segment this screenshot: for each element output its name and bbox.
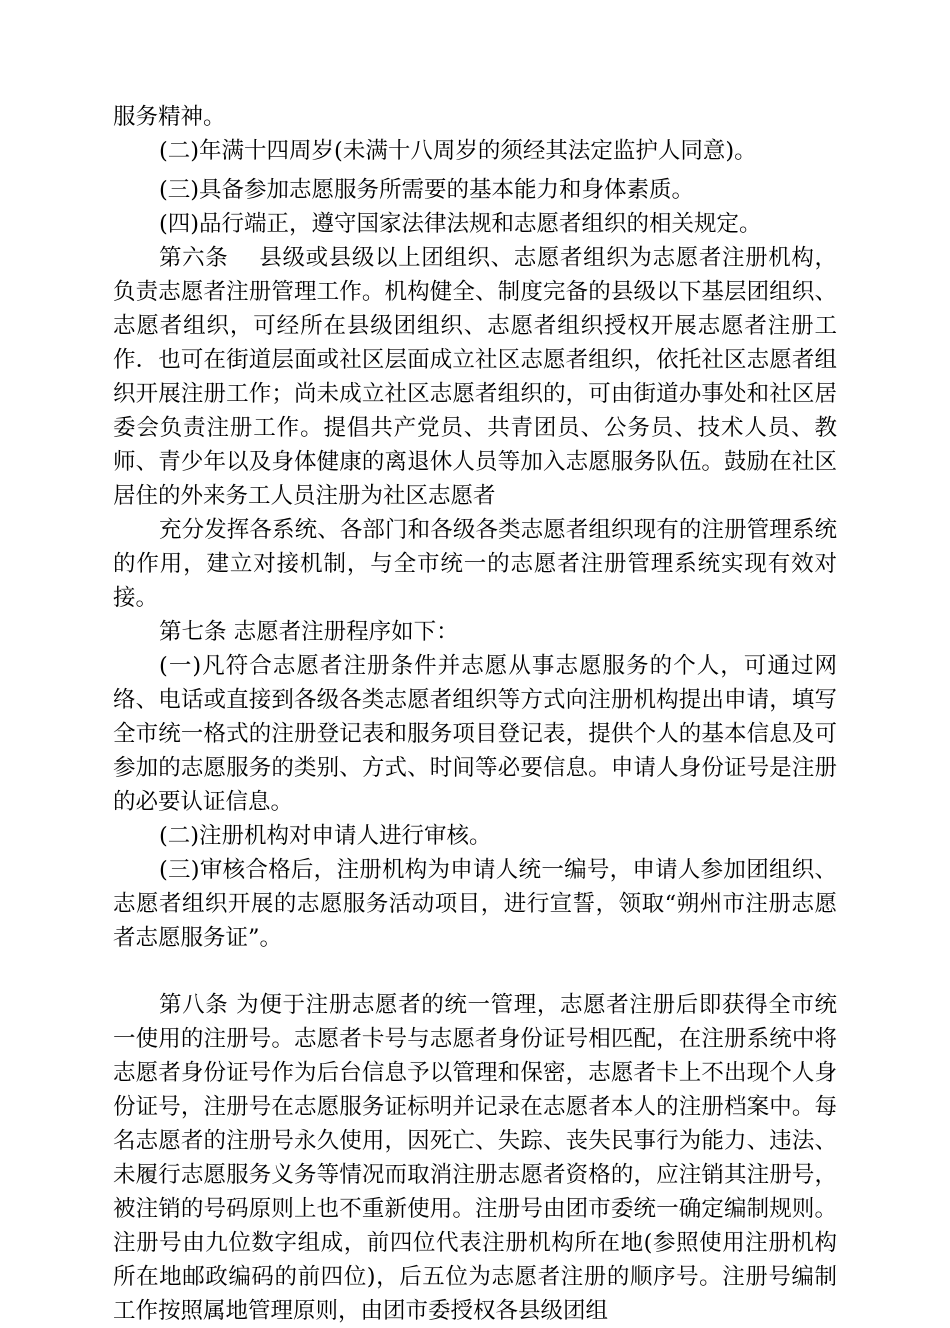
paragraph-article-8: 第八条 为便于注册志愿者的统一管理，志愿者注册后即获得全市统一使用的注册号。志愿者卡号与志愿者身份证号相匹配，在注册系统中将志愿者身份证号作为后台信息予以管理和保密，志愿者卡上不出现个人身份证号，注册号在志愿服务证标明并记录在志愿者本人的注册档案中。每名志愿者的注册号永久使用，因死亡、失踪、丧失民事行为能力、违法、未履行志愿服务义务等情况而取消注册志愿者资格的，应注销其注册号，被注销的号码原则上也不重新使用。注册号由团市委统一确定编制规则。注册号由九位数字组成，前四位代表注册机构所在地(参照使用注册机构所在地邮政编码的前四位)，后五位为志愿者注册的顺序号。注册号编制工作按照属地管理原则，由团市委授权各县级团组 [113, 992, 837, 1324]
paragraph-article-6: 第六条 县级或县级以上团组织、志愿者组织为志愿者注册机构，负责志愿者注册管理工作。机构健全、制度完备的县级以下基层团组织、志愿者组织，可经所在县级团组织、志愿者组织授权开展志愿者注册工作．也可在街道层面或社区层面成立社区志愿者组织，依托社区志愿者组织开展注册工作；尚未成立社区志愿者组织的，可由街道办事处和社区居委会负责注册工作。提倡共产党员、共青团员、公务员、技术人员、教师、青少年以及身体健康的离退休人员等加入志愿服务队伍。鼓励在社区居住的外来务工人员注册为社区志愿者 [113, 245, 837, 509]
paragraph-procedure-2: (二)注册机构对申请人进行审核。 [159, 823, 492, 849]
paragraph-continuation: 服务精神。 [113, 104, 226, 130]
paragraph-article-7: 第七条 志愿者注册程序如下： [159, 619, 459, 645]
paragraph-procedure-1: (一)凡符合志愿者注册条件并志愿从事志愿服务的个人，可通过网络、电话或直接到各级各类志愿者组织等方式向注册机构提出申请，填写全市统一格式的注册登记表和服务项目登记表，提供个人的基本信息及可参加的志愿服务的类别、方式、时间等必要信息。申请人身份证号是注册的必要认证信息。 [113, 653, 837, 815]
paragraph-system-integration: 充分发挥各系统、各部门和各级各类志愿者组织现有的注册管理系统的作用，建立对接机制，与全市统一的志愿者注册管理系统实现有效对接。 [113, 517, 837, 611]
paragraph-procedure-3: (三)审核合格后，注册机构为申请人统一编号，申请人参加团组织、志愿者组织开展的志愿服务活动项目，进行宣誓，领取“朔州市注册志愿者志愿服务证”。 [113, 857, 837, 951]
document-body [113, 100, 837, 1328]
paragraph-item-age: (二)年满十四周岁(未满十八周岁的须经其法定监护人同意)。 [159, 138, 757, 164]
paragraph-item-conduct: (四)品行端正，遵守国家法律法规和志愿者组织的相关规定。 [159, 211, 762, 237]
paragraph-item-ability: (三)具备参加志愿服务所需要的基本能力和身体素质。 [159, 177, 695, 203]
